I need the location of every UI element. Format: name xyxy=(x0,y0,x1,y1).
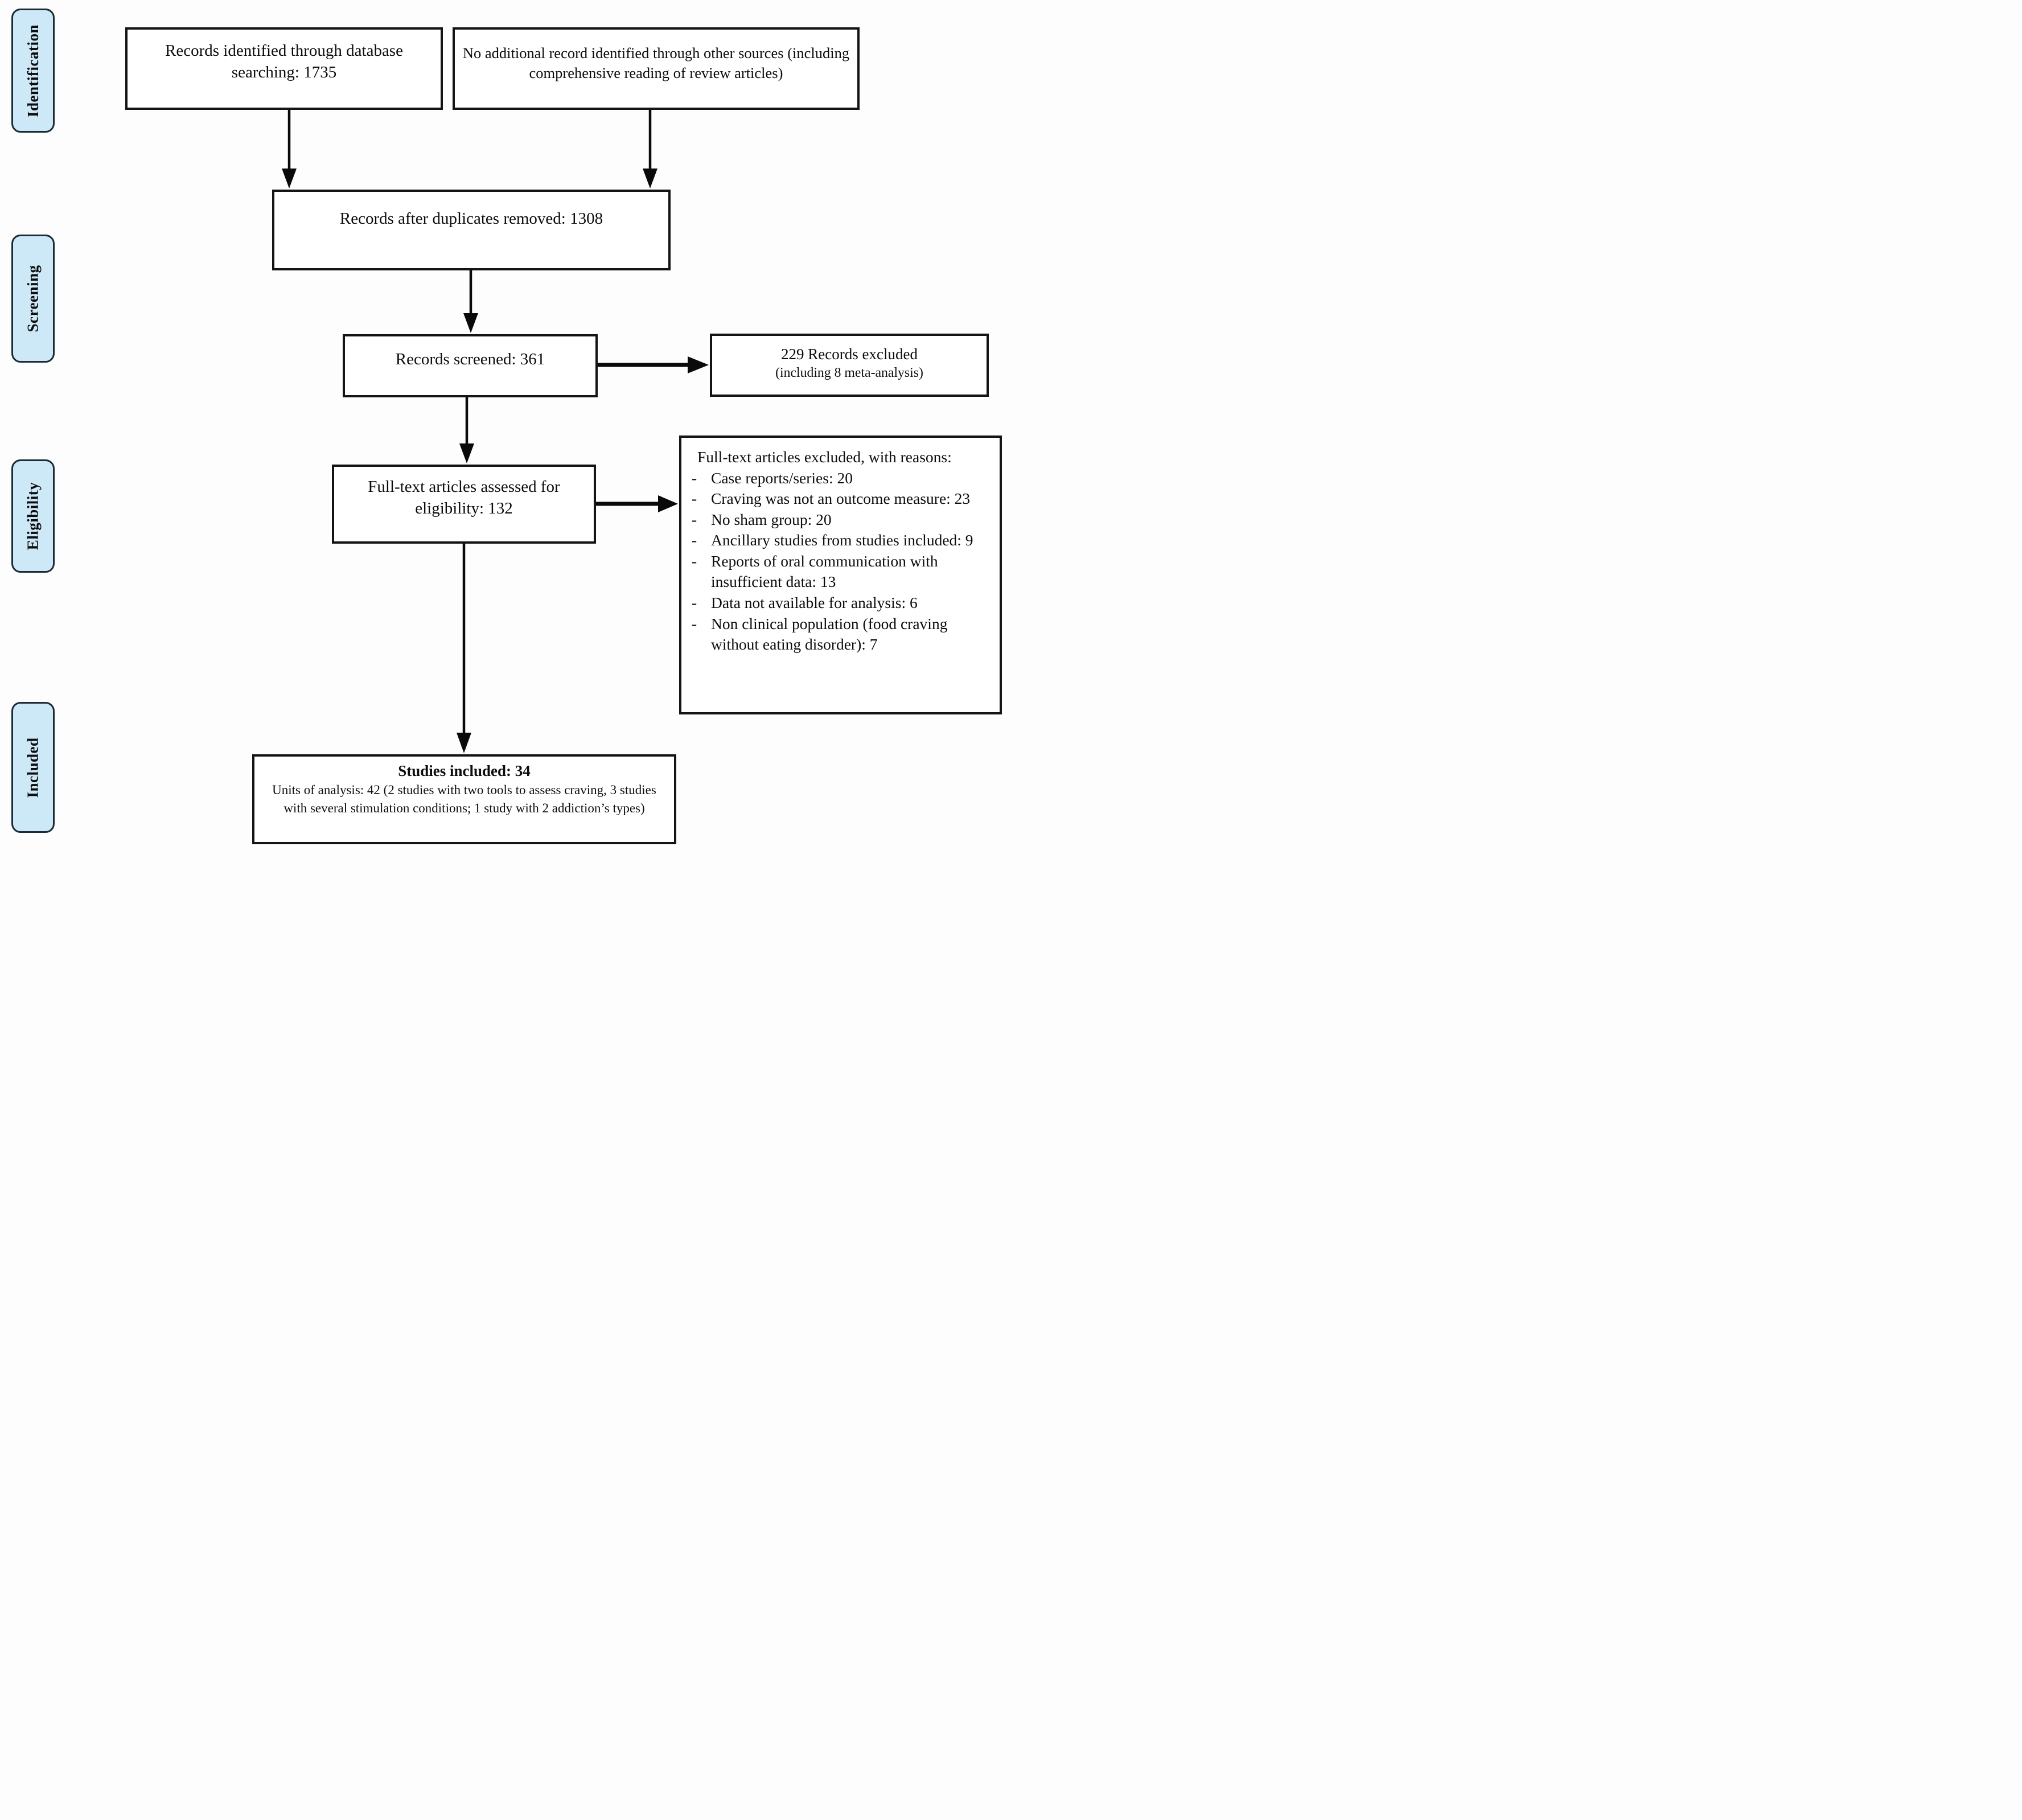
exclusion-reason-item xyxy=(692,468,995,489)
exclusion-reason-text: Reports of oral communication with insufficient data: 13 xyxy=(711,552,938,591)
box-studies-included xyxy=(252,754,676,844)
arrow-duplicates-to-screened xyxy=(463,270,478,333)
box-records-screened xyxy=(343,334,598,397)
exclusion-reason-text: Ancillary studies from studies included: 9 xyxy=(711,531,973,549)
exclusion-reason-item xyxy=(692,530,995,551)
box-duplicates-removed xyxy=(272,190,671,270)
studies-included-title: Studies included: 34 xyxy=(398,762,531,779)
arrow-other-sources-to-duplicates xyxy=(643,110,657,188)
box-duplicates-removed-text: Records after duplicates removed: 1308 xyxy=(339,209,603,228)
box-records-identified-text: Records identified through database searching: 1735 xyxy=(165,41,403,81)
stage-screening xyxy=(11,235,55,363)
exclusion-reason-text: Case reports/series: 20 xyxy=(711,469,853,487)
exclusion-reason-item xyxy=(692,593,995,614)
stage-included xyxy=(11,702,55,833)
arrow-identified-to-duplicates xyxy=(282,110,297,188)
stage-identification-label: Identification xyxy=(24,24,42,117)
fulltext-excluded-title: Full-text articles excluded, with reasons: xyxy=(697,448,952,466)
exclusion-reason-text: Non clinical population (food craving without eating disorder): 7 xyxy=(711,614,948,654)
box-records-excluded xyxy=(710,334,989,397)
exclusion-reason-item xyxy=(692,614,995,655)
box-records-identified xyxy=(125,27,443,110)
arrow-screened-to-excluded xyxy=(598,356,709,373)
stage-eligibility xyxy=(11,459,55,573)
studies-included-detail: Units of analysis: 42 (2 studies with two tools to assess craving, 3 studies with several stimulation conditions; 1 study with 2 addiction’s types) xyxy=(272,783,656,815)
arrow-fulltext-to-included xyxy=(457,544,471,753)
box-records-excluded-line1: 229 Records excluded xyxy=(781,345,918,363)
box-records-screened-text: Records screened: 361 xyxy=(395,350,545,368)
bullet-dash: - xyxy=(692,469,697,487)
arrow-screened-to-fulltext xyxy=(459,397,474,463)
stage-screening-label: Screening xyxy=(24,265,42,332)
bullet-dash: - xyxy=(692,490,697,508)
stage-included-label: Included xyxy=(24,737,42,798)
box-records-excluded-line2: (including 8 meta-analysis) xyxy=(775,365,923,380)
exclusion-reason-item xyxy=(692,510,995,531)
bullet-dash: - xyxy=(692,531,697,549)
exclusion-reason-text: Craving was not an outcome measure: 23 xyxy=(711,490,971,508)
prisma-flow-diagram xyxy=(0,0,1011,910)
bullet-dash: - xyxy=(692,510,697,528)
box-fulltext-assessed xyxy=(332,465,596,544)
bullet-dash: - xyxy=(692,593,697,611)
exclusion-reason-item xyxy=(692,488,995,510)
arrow-fulltext-to-reasons xyxy=(596,495,678,512)
exclusion-reason-item xyxy=(692,551,995,593)
box-fulltext-excluded xyxy=(679,436,1002,714)
stage-eligibility-label: Eligibility xyxy=(24,482,42,550)
box-other-sources xyxy=(453,27,860,110)
exclusion-reason-text: Data not available for analysis: 6 xyxy=(711,593,918,611)
stage-identification xyxy=(11,9,55,133)
bullet-dash: - xyxy=(692,614,697,632)
exclusion-reason-text: No sham group: 20 xyxy=(711,510,832,528)
bullet-dash: - xyxy=(692,552,697,570)
box-other-sources-text: No additional record identified through other sources (including comprehensive reading of review articles) xyxy=(462,44,850,81)
box-fulltext-assessed-text: Full-text articles assessed for eligibility: 132 xyxy=(368,477,560,517)
